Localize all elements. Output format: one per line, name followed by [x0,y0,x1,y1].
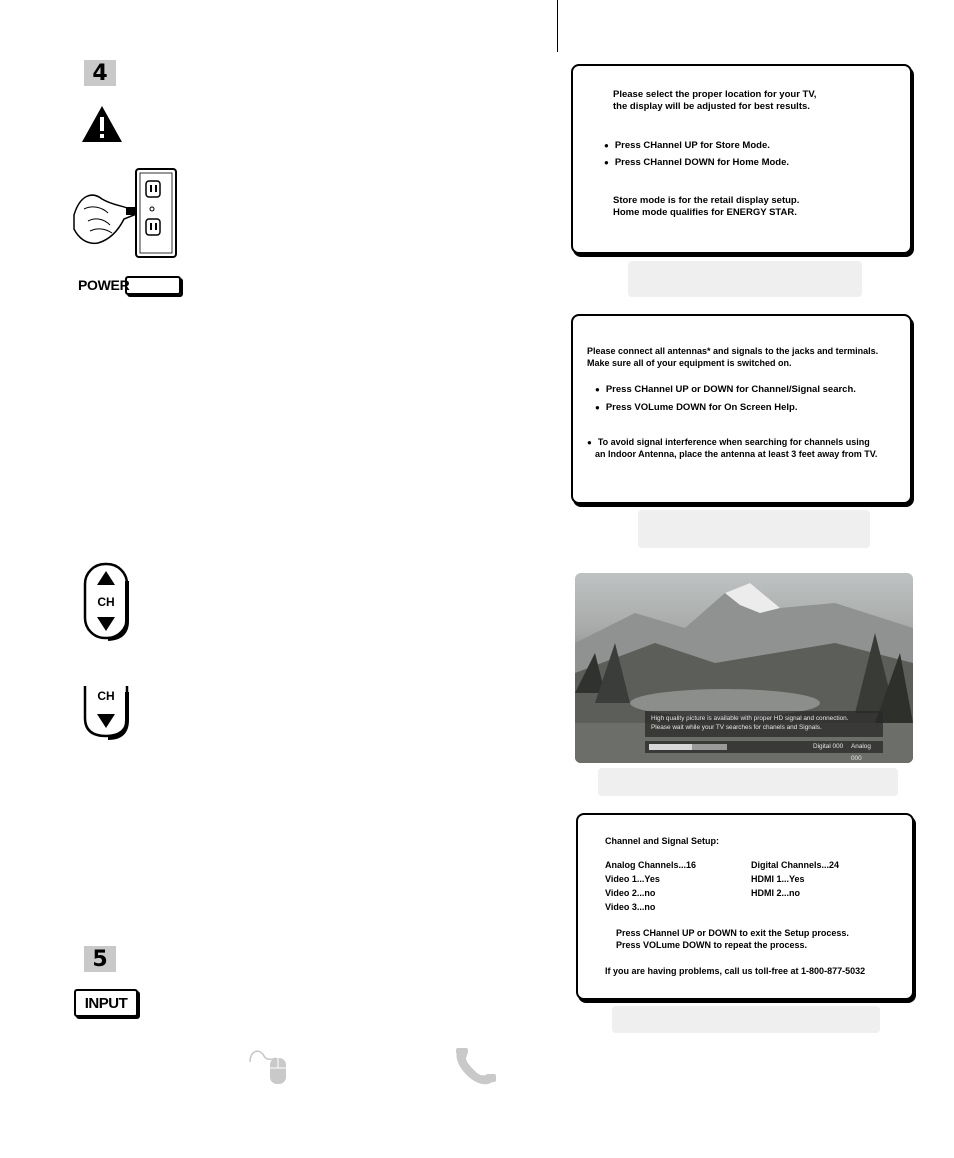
screen1-option-2: ● Press CHannel DOWN for Home Mode. [604,157,789,169]
screen1-note-2: Home mode qualifies for ENERGY STAR. [613,207,797,218]
ch-up-down-icon[interactable] [82,561,132,643]
setup-title: Channel and Signal Setup: [605,836,720,846]
osd-line-1: High quality picture is available with proper HD signal and connection. [651,715,849,722]
hdmi-1: HDMI 1...Yes [751,874,805,884]
digital-channels: Digital Channels...24 [751,860,840,870]
screen4-caption [612,1006,880,1033]
power-button[interactable] [125,276,181,295]
screen2-option-1: ● Press CHannel UP or DOWN for Channel/Signal search. [595,384,856,396]
setup-results [605,859,891,913]
setup-footer: If you are having problems, call us toll-free at 1-800-877-5032 [605,966,866,976]
digital-count: Digital 000 [813,743,844,750]
ch-down-label: CH [97,689,115,703]
power-label: POWER [78,277,130,293]
video-2: Video 2...no [605,888,656,898]
screen2-intro-1: Please connect all antennas* and signals to the jacks and terminals. [587,346,879,356]
analog-count: Analog 000 [851,743,871,762]
setup-instr-1: Press CHannel UP or DOWN to exit the Setup process. [616,928,849,938]
video-3: Video 3...no [605,902,656,912]
step-5-badge: 5 [84,946,116,972]
screen1-intro-2: the display will be adjusted for best results. [613,101,810,112]
video-1: Video 1...Yes [605,874,660,884]
screen2-note-2: an Indoor Antenna, place the antenna at least 3 feet away from TV. [595,449,878,459]
empty-cell [751,901,891,913]
store-home-mode-screen [571,64,912,254]
osd-status-bar [645,741,883,762]
screen1-note-1: Store mode is for the retail display setup. [613,195,800,206]
screen2-intro-2: Make sure all of your equipment is switched on. [587,358,792,368]
mouse-icon [246,1046,292,1086]
screen3-caption [598,768,898,796]
outlet-plug-icon [72,165,184,265]
osd-line-2: Please wait while your TV searches for chanels and Signals. [651,724,822,731]
osd-message [645,711,883,737]
channel-setup-screen [576,813,914,1000]
search-progress-track [649,744,727,750]
ch-label: CH [97,595,115,609]
screen1-caption [628,261,862,297]
screen1-option-1: ● Press CHannel UP for Store Mode. [604,140,770,152]
ch-down-icon[interactable] [82,684,132,742]
step-4-badge: 4 [84,60,116,86]
screen2-caption [638,510,870,548]
screen2-option-2: ● Press VOLume DOWN for On Screen Help. [595,402,797,414]
screen2-note-1: ● To avoid signal interference when searching for channels using [587,436,870,449]
channel-search-screen [575,573,913,763]
top-divider [557,0,558,52]
input-button[interactable]: INPUT [74,989,138,1017]
connect-antennas-screen [571,314,912,504]
search-progress-fill [649,744,692,750]
phone-icon [452,1046,498,1088]
analog-channels: Analog Channels...16 [605,860,697,870]
screen1-intro-1: Please select the proper location for your TV, [613,89,817,100]
setup-instr-2: Press VOLume DOWN to repeat the process. [616,940,808,950]
hdmi-2: HDMI 2...no [751,888,800,898]
warning-icon [80,104,124,144]
